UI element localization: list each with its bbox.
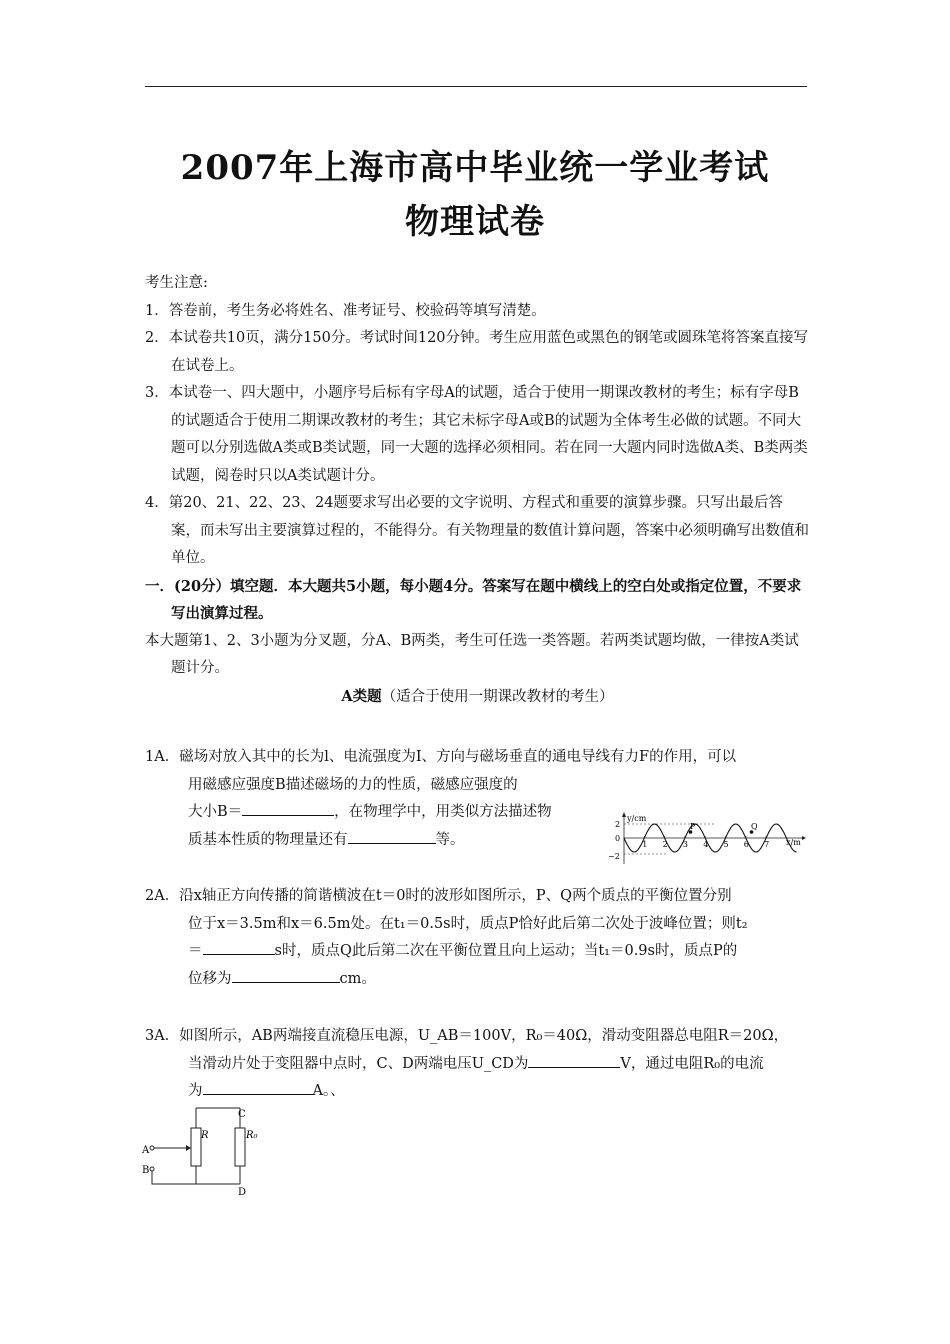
x-tick-label: 7 <box>764 840 770 849</box>
group-a-note: （适合于使用一期课改教材的考生） <box>381 688 614 705</box>
question-3a <box>145 1023 810 1106</box>
q2a-line3-suffix: s时，质点Q此后第二次在平衡位置且向上运动；当t₁＝0.9s时，质点P的 <box>274 943 738 959</box>
y-axis-arrow <box>622 812 626 817</box>
notice-heading: 考生注意: <box>145 275 208 291</box>
y-tick-0: 0 <box>615 834 621 843</box>
q2a-answer-blank-2[interactable] <box>232 968 340 983</box>
q2a-answer-blank-1[interactable] <box>203 940 275 955</box>
q2a-line4-prefix: 位移为 <box>188 970 232 987</box>
q1a-line1: 1A．磁场对放入其中的长为l、电流强度为I、方向与磁场垂直的通电导线有力F的作用，可以 <box>145 749 737 765</box>
point-q-label: Q <box>751 822 758 831</box>
notice-section <box>145 270 810 711</box>
q1a-line4-prefix: 质基本性质的物理量还有 <box>188 831 348 848</box>
label-r: R <box>201 1130 209 1141</box>
x-axis-arrow <box>802 836 806 840</box>
q3a-answer-blank-1[interactable] <box>528 1053 620 1068</box>
point-p-label: P <box>690 822 696 831</box>
q2a-line4 <box>145 966 810 994</box>
q2a-line3-prefix: ＝ <box>188 943 203 959</box>
section1-intro: 本大题第1、2、3小题为分叉题，分A、B两类，考生可任选一类答题。若两类试题均做，一律按A类试题计分。 <box>145 632 799 676</box>
q1a-line2: 用磁感应强度B描述磁场的力的性质，磁感应强度的 <box>188 776 518 793</box>
x-tick-label: 4 <box>703 840 709 849</box>
terminal-a <box>150 1146 154 1150</box>
notice-item-4: 4．第20、21、22、23、24题要求写出必要的文字说明、方程式和重要的演算步骤。只写出最后答案，而未写出主要演算过程的，不能得分。有关物理量的数值计算问题，答案中必须明确写出数值和单位。 <box>145 495 809 566</box>
header-rule <box>145 86 807 87</box>
q1a-answer-blank-1[interactable] <box>242 801 334 816</box>
resistor-r <box>191 1128 201 1166</box>
x-tick-label: 5 <box>723 840 729 849</box>
label-d: D <box>238 1187 247 1198</box>
q3a-line2 <box>145 1051 810 1079</box>
q2a-line4-suffix: cm。 <box>339 970 376 987</box>
q1a-line4-suffix: 等。 <box>435 831 465 848</box>
notice-item-2: 2．本试卷共10页，满分150分。考试时间120分钟。考生应用蓝色或黑色的钢笔或圆珠笔将答案直接写在试卷上。 <box>145 330 809 374</box>
x-tick-label: 6 <box>743 840 749 849</box>
q3a-answer-blank-2[interactable] <box>203 1080 313 1095</box>
q1a-line3-prefix: 大小B＝ <box>188 804 243 820</box>
slider-arrow <box>186 1145 191 1151</box>
q1a-answer-blank-2[interactable] <box>348 829 436 844</box>
circuit-diagram <box>140 1102 270 1198</box>
notice-item-3: 3．本试卷一、四大题中，小题序号后标有字母A的试题，适合于使用一期课改教材的考生；标有字母B的试题适合于使用二期课改教材的考生；其它未标字母A或B的试题为全体考生必做的试题。不同大题可以分别选做A类或B类试题，同一大题的选择必须相同。若在同一大题内同时选做A类、B类两类试题，阅卷时只以A类试题计分。 <box>145 385 808 484</box>
x-tick-label: 1 <box>642 840 648 849</box>
x-tick-label: 3 <box>682 840 688 849</box>
exam-title: 2007年上海市高中毕业统一学业考试 <box>180 148 770 188</box>
wave-graph <box>606 812 806 866</box>
question-2a <box>145 883 810 993</box>
y-axis-label: y/cm <box>627 814 647 823</box>
group-a-heading <box>145 683 810 712</box>
q2a-line2: 位于x＝3.5m和x＝6.5m处。在t₁＝0.5s时，质点P恰好此后第二次处于波峰位置；则t₂ <box>188 915 748 932</box>
resistor-r0 <box>235 1128 245 1166</box>
terminal-b <box>150 1167 154 1171</box>
y-tick-neg2: −2 <box>608 852 620 861</box>
label-a: A <box>142 1145 150 1156</box>
section1-heading: 一．(20分）填空题．本大题共5小题，每小题4分。答案写在题中横线上的空白处或指定位置，不要求写出演算过程。 <box>145 577 802 622</box>
q2a-line3 <box>145 938 810 966</box>
label-r0: R₀ <box>246 1130 258 1141</box>
q3a-line1: 3A．如图所示，AB两端接直流稳压电源，U_AB＝100V，R₀＝40Ω，滑动变阻器总电阻R＝20Ω， <box>145 1028 789 1044</box>
q1a-line3-suffix: ，在物理学中，用类似方法描述物 <box>334 804 552 820</box>
x-axis-label: x/m <box>786 838 801 847</box>
label-c: C <box>238 1109 246 1120</box>
q3a-line2-prefix: 当滑动片处于变阻器中点时，C、D两端电压U_CD为 <box>188 1055 529 1072</box>
notice-item-1: 1．答卷前，考生务必将姓名、准考证号、校验码等填写清楚。 <box>145 302 546 319</box>
q2a-line1: 2A．沿x轴正方向传播的简谐横波在t＝0时的波形如图所示，P、Q两个质点的平衡位置分别 <box>145 888 732 904</box>
x-tick-label: 2 <box>662 840 668 849</box>
group-a-label: A类题 <box>341 687 382 705</box>
q3a-line2-suffix: V，通过电阻R₀的电流 <box>620 1055 764 1072</box>
label-b: B <box>142 1165 150 1176</box>
y-tick-2: 2 <box>615 820 621 829</box>
q3a-line3-suffix: A。、 <box>312 1083 345 1099</box>
q3a-line3-prefix: 为 <box>188 1083 203 1099</box>
exam-subtitle: 物理试卷 <box>405 202 545 242</box>
